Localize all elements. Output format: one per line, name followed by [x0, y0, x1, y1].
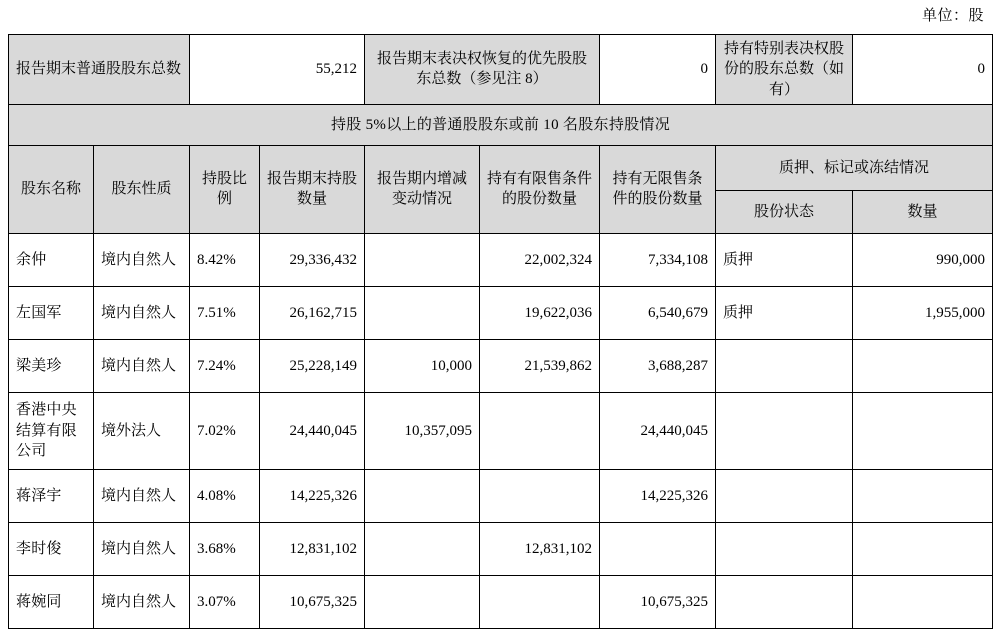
- unit-note: 单位：股: [921, 8, 984, 24]
- col-restricted: 持有有限售条件的股份数量: [480, 145, 600, 233]
- row-ratio: 7.02%: [190, 392, 260, 469]
- row-pledge-status: 质押: [716, 233, 853, 286]
- col-pledge-status: 股份状态: [716, 190, 853, 233]
- row-pledge-amount: [853, 575, 993, 628]
- special-voting-label: 持有特别表决权股份的股东总数（如有）: [716, 35, 853, 105]
- row-name: 蒋婉同: [9, 575, 94, 628]
- row-unrestricted: 3,688,287: [600, 339, 716, 392]
- row-end-shares: 25,228,149: [260, 339, 365, 392]
- row-unrestricted: 24,440,045: [600, 392, 716, 469]
- header-row-1: [9, 145, 993, 190]
- row-restricted: 12,831,102: [480, 522, 600, 575]
- row-restricted: [480, 392, 600, 469]
- row-name: 余仲: [9, 233, 94, 286]
- row-nature: 境内自然人: [94, 286, 190, 339]
- row-change: 10,357,095: [365, 392, 480, 469]
- row-unrestricted: 14,225,326: [600, 469, 716, 522]
- row-restricted: [480, 469, 600, 522]
- table-row: [9, 392, 993, 469]
- row-restricted: [480, 575, 600, 628]
- row-nature: 境内自然人: [94, 522, 190, 575]
- row-change: [365, 469, 480, 522]
- row-nature: 境内自然人: [94, 233, 190, 286]
- row-name: 蒋泽宇: [9, 469, 94, 522]
- row-restricted: 22,002,324: [480, 233, 600, 286]
- table-row: [9, 469, 993, 522]
- row-unrestricted: 6,540,679: [600, 286, 716, 339]
- row-name: 梁美珍: [9, 339, 94, 392]
- row-pledge-amount: [853, 469, 993, 522]
- row-end-shares: 24,440,045: [260, 392, 365, 469]
- row-change: 10,000: [365, 339, 480, 392]
- row-end-shares: 26,162,715: [260, 286, 365, 339]
- col-pledge-amount: 数量: [853, 190, 993, 233]
- row-nature: 境内自然人: [94, 339, 190, 392]
- row-ratio: 8.42%: [190, 233, 260, 286]
- row-nature: 境外法人: [94, 392, 190, 469]
- col-nature: 股东性质: [94, 145, 190, 233]
- row-name: 李时俊: [9, 522, 94, 575]
- row-pledge-status: [716, 392, 853, 469]
- ordinary-shareholders-value: 55,212: [190, 35, 365, 105]
- restored-voting-value: 0: [600, 35, 716, 105]
- row-restricted: 21,539,862: [480, 339, 600, 392]
- col-pledge-group: 质押、标记或冻结情况: [716, 145, 993, 190]
- table-row: [9, 522, 993, 575]
- special-voting-value: 0: [853, 35, 993, 105]
- row-pledge-amount: [853, 522, 993, 575]
- restored-voting-label: 报告期末表决权恢复的优先股股东总数（参见注 8）: [365, 35, 600, 105]
- col-unrestricted: 持有无限售条件的股份数量: [600, 145, 716, 233]
- row-nature: 境内自然人: [94, 575, 190, 628]
- row-change: [365, 575, 480, 628]
- row-unrestricted: [600, 522, 716, 575]
- row-pledge-status: 质押: [716, 286, 853, 339]
- ordinary-shareholders-label: 报告期末普通股股东总数: [9, 35, 190, 105]
- row-name: 香港中央结算有限公司: [9, 392, 94, 469]
- row-unrestricted: 10,675,325: [600, 575, 716, 628]
- shareholders-table: [8, 34, 993, 629]
- row-restricted: 19,622,036: [480, 286, 600, 339]
- col-name: 股东名称: [9, 145, 94, 233]
- table-row: [9, 286, 993, 339]
- row-end-shares: 29,336,432: [260, 233, 365, 286]
- row-pledge-amount: [853, 392, 993, 469]
- row-pledge-amount: 990,000: [853, 233, 993, 286]
- row-change: [365, 286, 480, 339]
- row-pledge-status: [716, 522, 853, 575]
- row-pledge-amount: 1,955,000: [853, 286, 993, 339]
- row-nature: 境内自然人: [94, 469, 190, 522]
- row-pledge-status: [716, 339, 853, 392]
- col-end-shares: 报告期末持股数量: [260, 145, 365, 233]
- row-pledge-status: [716, 469, 853, 522]
- row-end-shares: 12,831,102: [260, 522, 365, 575]
- row-unrestricted: 7,334,108: [600, 233, 716, 286]
- summary-row: [9, 35, 993, 105]
- col-change: 报告期内增减变动情况: [365, 145, 480, 233]
- row-name: 左国军: [9, 286, 94, 339]
- row-ratio: 7.51%: [190, 286, 260, 339]
- row-change: [365, 522, 480, 575]
- table-row: [9, 233, 993, 286]
- row-pledge-amount: [853, 339, 993, 392]
- band-title: 持股 5%以上的普通股股东或前 10 名股东持股情况: [9, 104, 993, 145]
- row-ratio: 3.07%: [190, 575, 260, 628]
- row-end-shares: 10,675,325: [260, 575, 365, 628]
- row-pledge-status: [716, 575, 853, 628]
- col-ratio: 持股比例: [190, 145, 260, 233]
- row-ratio: 3.68%: [190, 522, 260, 575]
- row-ratio: 7.24%: [190, 339, 260, 392]
- row-change: [365, 233, 480, 286]
- band-row: [9, 104, 993, 145]
- table-row: [9, 575, 993, 628]
- row-end-shares: 14,225,326: [260, 469, 365, 522]
- row-ratio: 4.08%: [190, 469, 260, 522]
- table-row: [9, 339, 993, 392]
